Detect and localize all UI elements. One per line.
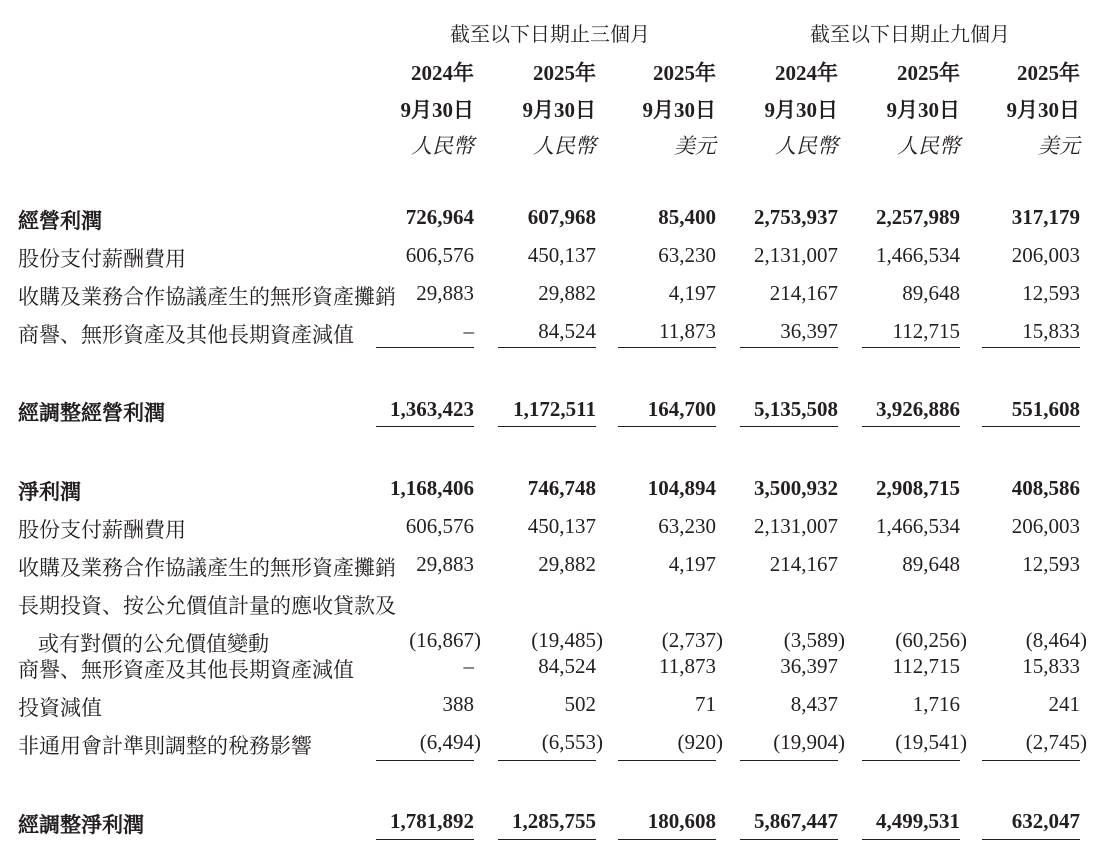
cell-value: 241 xyxy=(1048,692,1080,716)
cell-value: 746,748 xyxy=(527,476,596,500)
cell-value: 2,131,007 xyxy=(754,243,838,267)
cell-value: 408,586 xyxy=(1011,476,1080,500)
column-header-year: 2024年 xyxy=(411,61,474,85)
cell-value: 15,833 xyxy=(1022,319,1080,343)
underline-rule xyxy=(982,347,1080,348)
cell-value: 63,230 xyxy=(658,514,716,538)
column-header-currency: 人民幣 xyxy=(411,134,474,158)
cell-value: 606,576 xyxy=(405,243,474,267)
table-row xyxy=(0,692,1104,726)
row-label: 商譽、無形資產及其他長期資產減值 xyxy=(18,658,354,682)
cell-value: 8,437 xyxy=(790,692,838,716)
cell-value: 112,715 xyxy=(892,654,960,678)
underline-rule xyxy=(982,426,1080,427)
cell-value: – xyxy=(463,654,474,678)
underline-rule xyxy=(982,760,1080,761)
cell-value: 104,894 xyxy=(647,476,716,500)
cell-value: 36,397 xyxy=(780,319,838,343)
cell-value: 1,781,892 xyxy=(390,809,474,833)
underline-rule xyxy=(498,426,596,427)
cell-value: 206,003 xyxy=(1011,514,1080,538)
cell-value: 206,003 xyxy=(1011,243,1080,267)
column-header-currency: 美元 xyxy=(674,134,716,158)
cell-value: 12,593 xyxy=(1022,281,1080,305)
row-label: 非通用會計準則調整的稅務影響 xyxy=(18,734,312,758)
underline-rule xyxy=(862,426,960,427)
cell-value: 84,524 xyxy=(538,654,596,678)
cell-value: 3,500,932 xyxy=(754,476,838,500)
table-row xyxy=(0,809,1104,843)
column-header-currency: 人民幣 xyxy=(775,134,838,158)
column-header-currency: 美元 xyxy=(1038,134,1080,158)
cell-value: (16,867) xyxy=(409,628,481,652)
column-header-date: 9月30日 xyxy=(400,98,474,122)
cell-value: 11,873 xyxy=(659,654,716,678)
column-header-date: 9月30日 xyxy=(642,98,716,122)
underline-rule xyxy=(618,347,716,348)
cell-value: 502 xyxy=(564,692,596,716)
cell-value: (19,541) xyxy=(895,730,967,754)
cell-value: 726,964 xyxy=(405,205,474,229)
row-label: 經營利潤 xyxy=(18,209,102,233)
cell-value: (2,737) xyxy=(661,628,723,652)
cell-value: 5,867,447 xyxy=(754,809,838,833)
underline-rule xyxy=(862,760,960,761)
column-header-year: 2025年 xyxy=(653,61,716,85)
cell-value: 29,883 xyxy=(416,281,474,305)
cell-value: 450,137 xyxy=(527,514,596,538)
cell-value: (2,745) xyxy=(1025,730,1087,754)
underline-rule xyxy=(982,839,1080,840)
cell-value: 317,179 xyxy=(1011,205,1080,229)
cell-value: 71 xyxy=(695,692,716,716)
underline-rule xyxy=(376,839,474,840)
cell-value: 388 xyxy=(442,692,474,716)
row-label: 股份支付薪酬費用 xyxy=(18,518,186,542)
underline-rule xyxy=(740,426,838,427)
row-label: 長期投資、按公允價值計量的應收貸款及 xyxy=(18,594,396,618)
cell-value: (6,553) xyxy=(541,730,603,754)
cell-value: 12,593 xyxy=(1022,552,1080,576)
underline-rule xyxy=(376,760,474,761)
row-label: 股份支付薪酬費用 xyxy=(18,247,186,271)
table-row xyxy=(0,205,1104,239)
row-label: 商譽、無形資產及其他長期資產減值 xyxy=(18,323,354,347)
cell-value: 1,172,511 xyxy=(513,397,596,421)
cell-value: 11,873 xyxy=(659,319,716,343)
column-header-year: 2024年 xyxy=(775,61,838,85)
cell-value: (3,589) xyxy=(783,628,845,652)
cell-value: 3,926,886 xyxy=(876,397,960,421)
cell-value: 4,499,531 xyxy=(876,809,960,833)
cell-value: 84,524 xyxy=(538,319,596,343)
cell-value: (19,904) xyxy=(773,730,845,754)
cell-value: 4,197 xyxy=(668,552,716,576)
cell-value: (60,256) xyxy=(895,628,967,652)
cell-value: 551,608 xyxy=(1011,397,1080,421)
cell-value: 29,883 xyxy=(416,552,474,576)
row-label: 淨利潤 xyxy=(18,480,81,504)
table-row xyxy=(0,590,1104,656)
underline-rule xyxy=(376,426,474,427)
cell-value: 89,648 xyxy=(902,281,960,305)
column-header-date: 9月30日 xyxy=(886,98,960,122)
cell-value: 1,363,423 xyxy=(390,397,474,421)
cell-value: 450,137 xyxy=(527,243,596,267)
table-row xyxy=(0,243,1104,277)
underline-rule xyxy=(618,839,716,840)
underline-rule xyxy=(740,760,838,761)
cell-value: – xyxy=(463,319,474,343)
cell-value: 1,466,534 xyxy=(876,514,960,538)
underline-rule xyxy=(376,347,474,348)
column-header-date: 9月30日 xyxy=(522,98,596,122)
cell-value: 1,168,406 xyxy=(390,476,474,500)
row-label: 收購及業務合作協議產生的無形資產攤銷 xyxy=(18,285,396,309)
cell-value: 29,882 xyxy=(538,552,596,576)
cell-value: 5,135,508 xyxy=(754,397,838,421)
column-header-currency: 人民幣 xyxy=(533,134,596,158)
row-label: 收購及業務合作協議產生的無形資產攤銷 xyxy=(18,556,396,580)
cell-value: 632,047 xyxy=(1011,809,1080,833)
cell-value: 1,716 xyxy=(912,692,960,716)
row-label-continued: 或有對價的公允價值變動 xyxy=(38,632,269,656)
cell-value: 1,285,755 xyxy=(512,809,596,833)
column-header-currency: 人民幣 xyxy=(897,134,960,158)
cell-value: 4,197 xyxy=(668,281,716,305)
cell-value: 63,230 xyxy=(658,243,716,267)
column-header-year: 2025年 xyxy=(1017,61,1080,85)
column-header-date: 9月30日 xyxy=(764,98,838,122)
table-row xyxy=(0,730,1104,764)
cell-value: (920) xyxy=(677,730,723,754)
cell-value: 164,700 xyxy=(647,397,716,421)
underline-rule xyxy=(618,426,716,427)
cell-value: 607,968 xyxy=(527,205,596,229)
group-header-three-months: 截至以下日期止三個月 xyxy=(450,24,650,46)
table-row xyxy=(0,552,1104,586)
cell-value: 606,576 xyxy=(405,514,474,538)
table-row xyxy=(0,476,1104,510)
table-row xyxy=(0,281,1104,315)
cell-value: 2,131,007 xyxy=(754,514,838,538)
column-header-date: 9月30日 xyxy=(1006,98,1080,122)
cell-value: 36,397 xyxy=(780,654,838,678)
underline-rule xyxy=(498,347,596,348)
table-row xyxy=(0,514,1104,548)
row-label: 經調整經營利潤 xyxy=(18,401,165,425)
underline-rule xyxy=(498,760,596,761)
cell-value: 89,648 xyxy=(902,552,960,576)
cell-value: 2,753,937 xyxy=(754,205,838,229)
group-header-nine-months: 截至以下日期止九個月 xyxy=(810,24,1010,46)
underline-rule xyxy=(740,347,838,348)
cell-value: 29,882 xyxy=(538,281,596,305)
row-label: 投資減值 xyxy=(18,696,102,720)
column-header-year: 2025年 xyxy=(897,61,960,85)
cell-value: 2,257,989 xyxy=(876,205,960,229)
cell-value: 15,833 xyxy=(1022,654,1080,678)
cell-value: (6,494) xyxy=(419,730,481,754)
column-header-year: 2025年 xyxy=(533,61,596,85)
underline-rule xyxy=(618,760,716,761)
underline-rule xyxy=(862,839,960,840)
cell-value: 180,608 xyxy=(647,809,716,833)
underline-rule xyxy=(862,347,960,348)
cell-value: 85,400 xyxy=(658,205,716,229)
cell-value: (19,485) xyxy=(531,628,603,652)
underline-rule xyxy=(498,839,596,840)
table-row xyxy=(0,654,1104,688)
cell-value: 2,908,715 xyxy=(876,476,960,500)
cell-value: (8,464) xyxy=(1025,628,1087,652)
row-label: 經調整淨利潤 xyxy=(18,813,144,837)
cell-value: 1,466,534 xyxy=(876,243,960,267)
cell-value: 214,167 xyxy=(769,281,838,305)
cell-value: 214,167 xyxy=(769,552,838,576)
underline-rule xyxy=(740,839,838,840)
cell-value: 112,715 xyxy=(892,319,960,343)
